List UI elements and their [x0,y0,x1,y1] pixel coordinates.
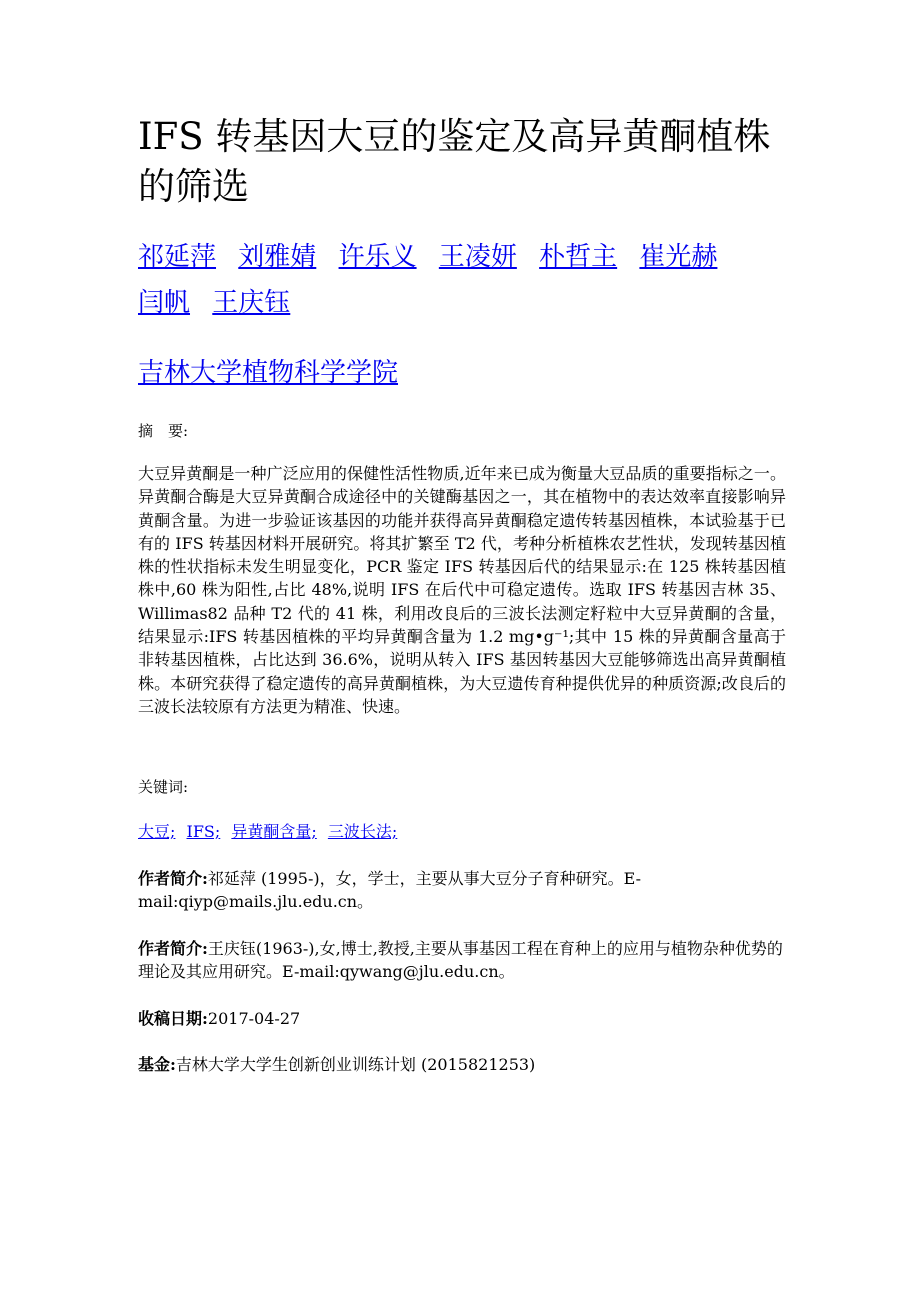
author-link[interactable]: 闫帆 [138,288,191,318]
abstract-text: 大豆异黄酮是一种广泛应用的保健性活性物质,近年来已成为衡量大豆品质的重要指标之一。异黄酮合酶是大豆异黄酮合成途径中的关键酶基因之一，其在植物中的表达效率直接影响异黄酮含量。为进一步验证该基因的功能并获得高异黄酮稳定遗传转基因植株，本试验基于已有的 IFS 转基因材料开展研究。将其扩繁至 T2 代，考种分析植株农艺性状，发现转基因植株的性状指标未发生明显变化，PCR 鉴定 IFS 转基因后代的结果显示:在 125 株转基因植株中,60 株为阳性,占比 48%,说明 IFS 在后代中可稳定遗传。选取 IFS 转基因吉林 35、Willimas82 品种 T2 代的 41 株，利用改良后的三波长法测定籽粒中大豆异黄酮的含量，结果显示:IFS 转基因植株的平均异黄酮含量为 1.2 mg•g⁻¹;其中 15 株的异黄酮含量高于非转基因植株，占比达到 36.6%，说明从转入 IFS 基因转基因大豆能够筛选出高异黄酮植株。本研究获得了稳定遗传的高异黄酮植株，为大豆遗传育种提供优异的种质资源;改良后的三波长法较原有方法更为精准、快速。 [138,464,786,716]
author-info-text: 王庆钰(1963-),女,博士,教授,主要从事基因工程在育种上的应用与植物杂种优势的理论及其应用研究。E-mail:qywang@jlu.edu.cn。 [138,939,783,981]
author-link[interactable]: 许乐义 [338,242,417,272]
keyword-link[interactable]: 大豆; [138,822,176,841]
affiliation [138,353,398,393]
received-label: 收稿日期: [138,1009,208,1028]
received-value: 2017-04-27 [207,1009,301,1028]
keywords-label: 关键词: [138,778,189,796]
author-link[interactable]: 王庆钰 [212,288,291,318]
received-date [138,1007,786,1030]
author-link[interactable]: 祁延萍 [138,242,217,272]
affiliation-link[interactable]: 吉林大学植物科学学院 [138,358,399,388]
keyword-link[interactable]: IFS; [186,822,221,841]
author-info-2 [138,937,786,983]
author-link[interactable]: 崔光赫 [639,242,718,272]
keyword-link[interactable]: 异黄酮含量; [231,822,317,841]
author-link[interactable]: 刘雅婧 [238,242,317,272]
fund-info [138,1053,786,1076]
author-list [138,234,798,326]
author-info-label: 作者简介: [138,869,208,888]
keyword-link[interactable]: 三波长法; [327,822,398,841]
author-info-1 [138,867,786,913]
author-info-text: 祁延萍 (1995-)，女，学士，主要从事大豆分子育种研究。E-mail:qiyp@mails.jlu.edu.cn。 [138,869,642,911]
abstract-label: 摘 要: [138,422,189,440]
keyword-list [138,820,403,844]
author-info-label: 作者简介: [138,939,208,958]
paper-title: IFS 转基因大豆的鉴定及高异黄酮植株的筛选 [138,115,771,208]
fund-label: 基金: [138,1055,176,1074]
fund-value: 吉林大学大学生创新创业训练计划 (2015821253) [175,1055,536,1074]
author-link[interactable]: 王凌妍 [438,242,517,272]
author-link[interactable]: 朴哲主 [539,242,618,272]
